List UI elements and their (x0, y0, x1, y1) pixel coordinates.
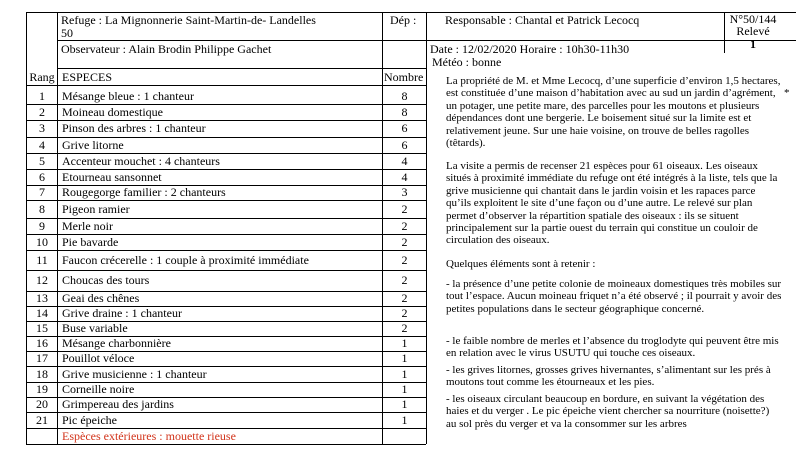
row-nombre: 2 (401, 306, 408, 320)
row-espece: Etourneau sansonnet (62, 170, 162, 184)
row-nombre: 1 (401, 397, 408, 411)
row-nombre: 4 (401, 154, 408, 168)
row-nombre: 1 (401, 382, 408, 396)
row-nombre: 2 (401, 235, 408, 249)
column-especes: ESPECES (62, 70, 113, 84)
row-nombre: 1 (401, 367, 408, 381)
row-rang: 17 (36, 351, 48, 365)
meteo-label: Météo : bonne (432, 55, 502, 69)
row-espece: Accenteur mouchet : 4 chanteurs (62, 154, 220, 168)
rang-col-border (57, 12, 58, 444)
row-espece: Faucon crécerelle : 1 couple à proximité immédiate (62, 253, 309, 267)
row-espece: Mésange bleue : 1 chanteur (62, 89, 194, 103)
row-rang: 16 (36, 336, 48, 350)
row-nombre: 2 (401, 219, 408, 233)
row-nombre: 1 (401, 336, 408, 350)
row-espece: Grive musicienne : 1 chanteur (62, 367, 207, 381)
notes-left-border (426, 12, 427, 444)
row-divider (26, 270, 426, 271)
row-rang: 18 (36, 367, 48, 381)
row-nombre: 3 (401, 185, 408, 199)
row-nombre: 2 (401, 291, 408, 305)
row-rang: 15 (36, 321, 48, 335)
row-nombre: 1 (401, 413, 408, 427)
row-rang: 6 (39, 170, 45, 184)
row-espece: Grimpereau des jardins (62, 397, 174, 411)
row-espece: Buse variable (62, 321, 128, 335)
responsable-label: Responsable : Chantal et Patrick Lecocq (445, 13, 640, 27)
row-rang: 13 (36, 291, 48, 305)
row-espece: Choucas des tours (62, 273, 150, 287)
releve-label: Relevé (736, 24, 770, 38)
notes-paragraph-moineaux: - la présence d’une petite colonie de moineaux domestiques très mobiles sur tout l’espace. Aucun moineau friquet n’a été observé ; il pourrait y avoir des petites populations dans le secteur géographique concerné. (446, 278, 782, 315)
releve-box-border (724, 12, 725, 53)
row-espece: Merle noir (62, 219, 113, 233)
row-espece: Grive litorne (62, 138, 124, 152)
asterisk-mark: * (784, 87, 790, 99)
row-rang: 11 (36, 253, 48, 267)
refuge-code: 50 (61, 26, 73, 40)
row-espece: Moineau domestique (62, 105, 163, 119)
row-espece: Pinson des arbres : 1 chanteur (62, 121, 206, 135)
row-rang: 2 (39, 105, 45, 119)
row-espece: Grive draine : 1 chanteur (62, 306, 182, 320)
row-nombre: 2 (401, 273, 408, 287)
row-rang: 4 (39, 138, 45, 152)
row-espece: Pouillot véloce (62, 351, 135, 365)
row-rang: 12 (36, 273, 48, 287)
row-divider (26, 250, 426, 251)
row-espece: Pic épeiche (62, 413, 117, 427)
row-rang: 10 (36, 235, 48, 249)
notes-paragraph-bordure: - les oiseaux circulant beaucoup en bordure, en suivant la végétation des haies et du verger . Le pic épeiche vient chercher sa nourriture (noisette?) au sol près du verger et va la consommer sur les arbres (446, 393, 770, 430)
table-bottom-border (26, 444, 426, 445)
dep-label: Dép : (390, 13, 417, 27)
notes-paragraph-merles: - le faible nombre de merles et l’absence du troglodyte qui peuvent être mis en relation avec le virus USUTU qui touche ces oiseaux. (446, 335, 779, 360)
row-rang: 7 (39, 185, 45, 199)
row-rang: 8 (39, 202, 45, 216)
row-nombre: 2 (401, 202, 408, 216)
row-rang: 9 (39, 219, 45, 233)
date-horaire: Date : 12/02/2020 Horaire : 10h30-11h30 (430, 42, 630, 56)
row-rang: 20 (36, 397, 48, 411)
column-rang: Rang (29, 70, 55, 84)
row-nombre: 8 (401, 105, 408, 119)
row-rang: 5 (39, 154, 45, 168)
row-rang: 14 (36, 306, 48, 320)
notes-paragraph-visite: La visite a permis de recenser 21 espèces pour 61 oiseaux. Les oiseaux situés à proximité immédiate du refuge ont été intégrés à la liste, tels que la grive musicienne qui chantait dans le jardin voisin et les rapaces parce qu’ils exploitent le site d’une façon ou d’une autre. Le relevé sur plan permet d’observer la répartition spatiale des oiseaux : ils se situent principalement sur la partie ouest du terrain qui constitue un couloir de circulation des oiseaux. (446, 160, 778, 247)
notes-paragraph-grives: - les grives litornes, grosses grives hivernantes, s’alimentant sur les prés à moutons tout comme les étourneaux et les pies. (446, 364, 771, 389)
row-nombre: 6 (401, 121, 408, 135)
row-rang: 19 (36, 382, 48, 396)
refuge-label: Refuge : La Mignonnerie Saint-Martin-de- Landelles (61, 13, 316, 27)
row-rang: 21 (36, 413, 48, 427)
row-nombre: 2 (401, 321, 408, 335)
row-nombre: 1 (401, 351, 408, 365)
row-divider (26, 200, 426, 201)
row-nombre: 6 (401, 138, 408, 152)
row-espece: Corneille noire (62, 382, 135, 396)
row-rang: 3 (39, 121, 45, 135)
external-species: Espèces extérieures : mouette rieuse (62, 429, 236, 443)
notes-paragraph-description: La propriété de M. et Mme Lecocq, d’une superficie d’environ 1,5 hectares, est constituée d’une maison d’habitation avec au sud un jardin d’agrément, un potager, une petite mare, des parcelles pour les moutons et plusieurs dépendances dont une bergerie. Le boisement situé sur la limite est et relativement jeune. Sur une haie voisine, on trouve de belles ragolles (têtards). (446, 75, 781, 150)
row-espece: Rougegorge familier : 2 chanteurs (62, 185, 226, 199)
column-header-bottom (26, 85, 426, 86)
observateur-label: Observateur : Alain Brodin Philippe Gachet (61, 42, 272, 56)
row-espece: Mésange charbonnière (62, 336, 171, 350)
row-rang: 1 (39, 89, 45, 103)
column-nombre: Nombre (384, 70, 424, 84)
header-bottom-left (57, 68, 426, 69)
row-nombre: 2 (401, 253, 408, 267)
releve-index: 1 (750, 37, 756, 51)
row-nombre: 8 (401, 89, 408, 103)
row-espece: Geai des chênes (62, 291, 140, 305)
releve-number-label: N°50/144 (729, 12, 777, 26)
row-nombre: 4 (401, 170, 408, 184)
row-espece: Pigeon ramier (62, 202, 130, 216)
notes-paragraph-intro: Quelques éléments sont à retenir : (446, 258, 596, 270)
row-espece: Pie bavarde (62, 235, 119, 249)
